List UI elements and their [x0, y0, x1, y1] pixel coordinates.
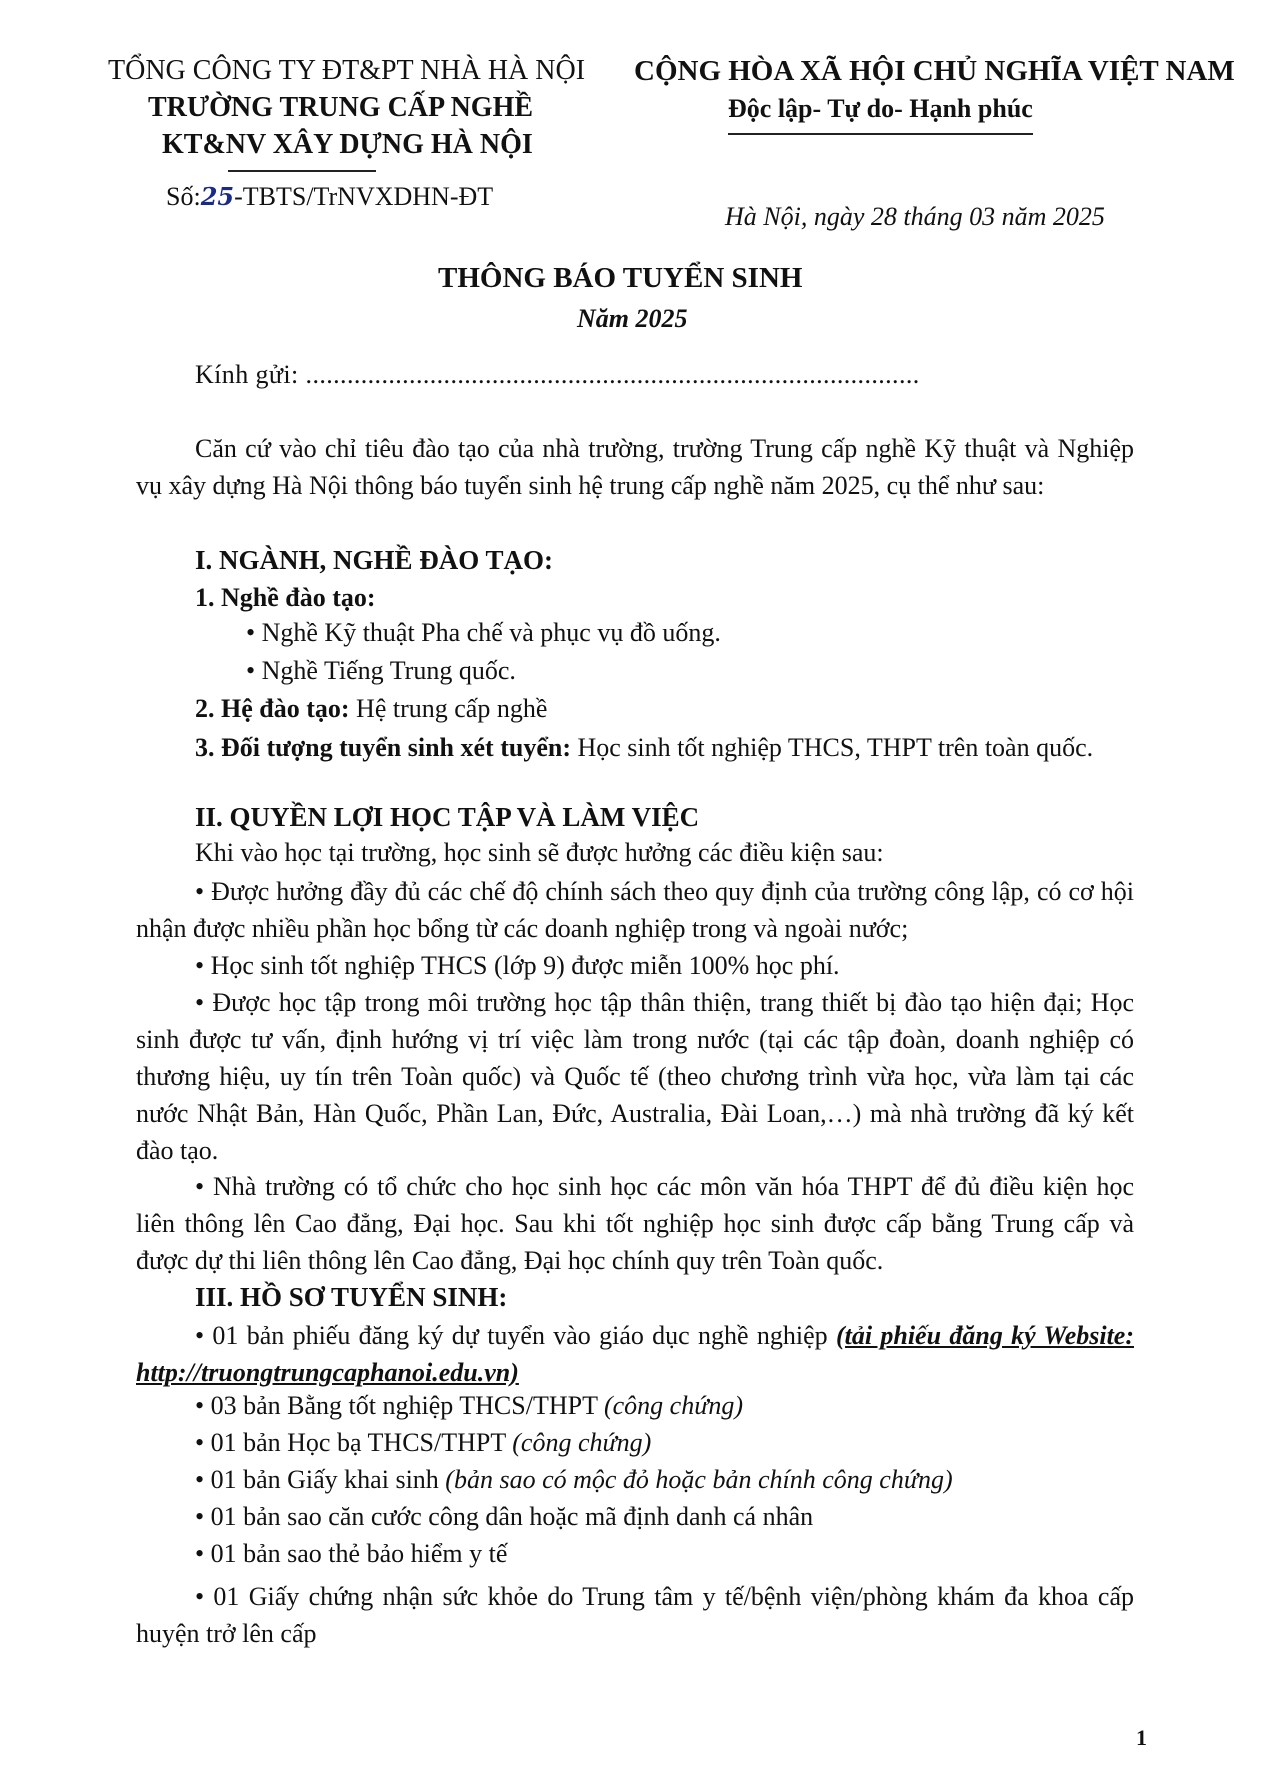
item-text: • 01 bản Học bạ THCS/THPT: [195, 1428, 513, 1457]
section-2-heading: II. QUYỀN LỢI HỌC TẬP VÀ LÀM VIỆC: [195, 802, 700, 832]
motto: Độc lập- Tự do- Hạnh phúc: [728, 94, 1033, 123]
section-1-bullet-1: • Nghề Kỹ thuật Pha chế và phục vụ đồ uống.: [246, 618, 721, 647]
org-underline: [228, 170, 376, 172]
page-number: 1: [1136, 1725, 1147, 1750]
section-3-item-1: [136, 1317, 1134, 1391]
section-1-item-1: 1. Nghề đào tạo:: [195, 583, 376, 612]
item-2-label: 2. Hệ đào tạo:: [195, 694, 350, 723]
section-3-item-7: • 01 Giấy chứng nhận sức khỏe do Trung tâm y tế/bệnh viện/phòng khám đa khoa cấp huyện trở lên cấp: [136, 1582, 1134, 1648]
section-1-bullet-2: • Nghề Tiếng Trung quốc.: [246, 656, 516, 685]
intro-paragraph: Căn cứ vào chỉ tiêu đào tạo của nhà trường, trường Trung cấp nghề Kỹ thuật và Nghiệp vụ xây dựng Hà Nội thông báo tuyển sinh hệ trung cấp nghề năm 2025, cụ thể như sau:: [136, 434, 1134, 500]
doc-number-handwritten: 25: [200, 182, 235, 211]
section-3-item-2: [195, 1391, 743, 1421]
doc-number-prefix: Số:: [166, 182, 201, 211]
doc-number-suffix: -TBTS/TrNVXDHN-ĐT: [234, 182, 494, 211]
nation-title: CỘNG HÒA XÃ HỘI CHỦ NGHĨA VIỆT NAM: [634, 55, 1235, 87]
item-note: (bản sao có mộc đỏ hoặc bản chính công chứng): [445, 1465, 953, 1494]
item-text: • 01 bản Giấy khai sinh: [195, 1465, 446, 1494]
salutation: Kính gửi: .........................................................................................: [195, 360, 920, 389]
org-line-2: TRƯỜNG TRUNG CẤP NGHỀ: [148, 92, 534, 123]
item-text: • 01 bản sao thẻ bảo hiểm y tế: [195, 1539, 508, 1568]
item-text: • 03 bản Bằng tốt nghiệp THCS/THPT: [195, 1391, 604, 1420]
motto-underline: [728, 133, 1033, 135]
item-note: (công chứng): [603, 1391, 744, 1420]
section-3-item-5: [195, 1502, 813, 1532]
item-note: (công chứng): [512, 1428, 652, 1457]
notice-title: THÔNG BÁO TUYỂN SINH: [438, 262, 803, 294]
notice-year: Năm 2025: [577, 304, 688, 333]
section-2-lead: Khi vào học tại trường, học sinh sẽ được hưởng các điều kiện sau:: [195, 838, 884, 867]
section-1-heading: I. NGÀNH, NGHỀ ĐÀO TẠO:: [195, 545, 554, 575]
section-3-item-4: [195, 1465, 953, 1495]
section-3-item-3: [195, 1428, 651, 1458]
section-3-heading: III. HỒ SƠ TUYỂN SINH:: [195, 1282, 508, 1312]
section-2-bullet-4: • Nhà trường có tổ chức cho học sinh học các môn văn hóa THPT để đủ điều kiện học liên thông lên Cao đẳng, Đại học. Sau khi tốt nghiệp học sinh được cấp bằng Trung cấp và được dự thi liên thông lên Cao đẳng, Đại học chính quy trên Toàn quốc.: [136, 1172, 1134, 1275]
registration-form-text: • 01 bản phiếu đăng ký dự tuyển vào giáo dục nghề nghiệp: [195, 1321, 836, 1350]
section-2-bullet-3: • Được học tập trong môi trường học tập thân thiện, trang thiết bị đào tạo hiện đại; Học sinh được tư vấn, định hướng vị trí việc làm trong nước (tại các tập đoàn, doanh nghiệp có thương hiệu, uy tín trên Toàn quốc) và Quốc tế (theo chương trình vừa học, vừa làm tại các nước Nhật Bản, Hàn Quốc, Phần Lan, Đức, Australia, Đài Loan,…) mà nhà trường đã ký kết đào tạo.: [136, 988, 1134, 1165]
item-text: • 01 bản sao căn cước công dân hoặc mã định danh cá nhân: [195, 1502, 814, 1531]
document-number: [166, 182, 493, 212]
section-2-bullet-1: • Được hưởng đầy đủ các chế độ chính sách theo quy định của trường công lập, có cơ hội nhận được nhiều phần học bổng từ các doanh nghiệp trong và ngoài nước;: [136, 877, 1134, 943]
section-1-item-3: [136, 729, 1134, 766]
registration-website-link[interactable]: (tải phiếu đăng ký Website: http://truongtrungcaphanoi.edu.vn): [136, 1321, 1134, 1387]
section-1-item-2: [195, 694, 547, 724]
section-3-item-6: [195, 1539, 507, 1569]
section-2-bullet-2: • Học sinh tốt nghiệp THCS (lớp 9) được miễn 100% học phí.: [195, 951, 840, 980]
org-line-1: TỔNG CÔNG TY ĐT&PT NHÀ HÀ NỘI: [108, 55, 586, 86]
item-2-value: Hệ trung cấp nghề: [349, 694, 548, 723]
place-date: Hà Nội, ngày 28 tháng 03 năm 2025: [725, 202, 1105, 231]
org-line-3: KT&NV XÂY DỰNG HÀ NỘI: [162, 129, 533, 160]
item-3-value: Học sinh tốt nghiệp THCS, THPT trên toàn quốc.: [570, 733, 1094, 762]
item-3-label: 3. Đối tượng tuyển sinh xét tuyển:: [195, 733, 571, 762]
